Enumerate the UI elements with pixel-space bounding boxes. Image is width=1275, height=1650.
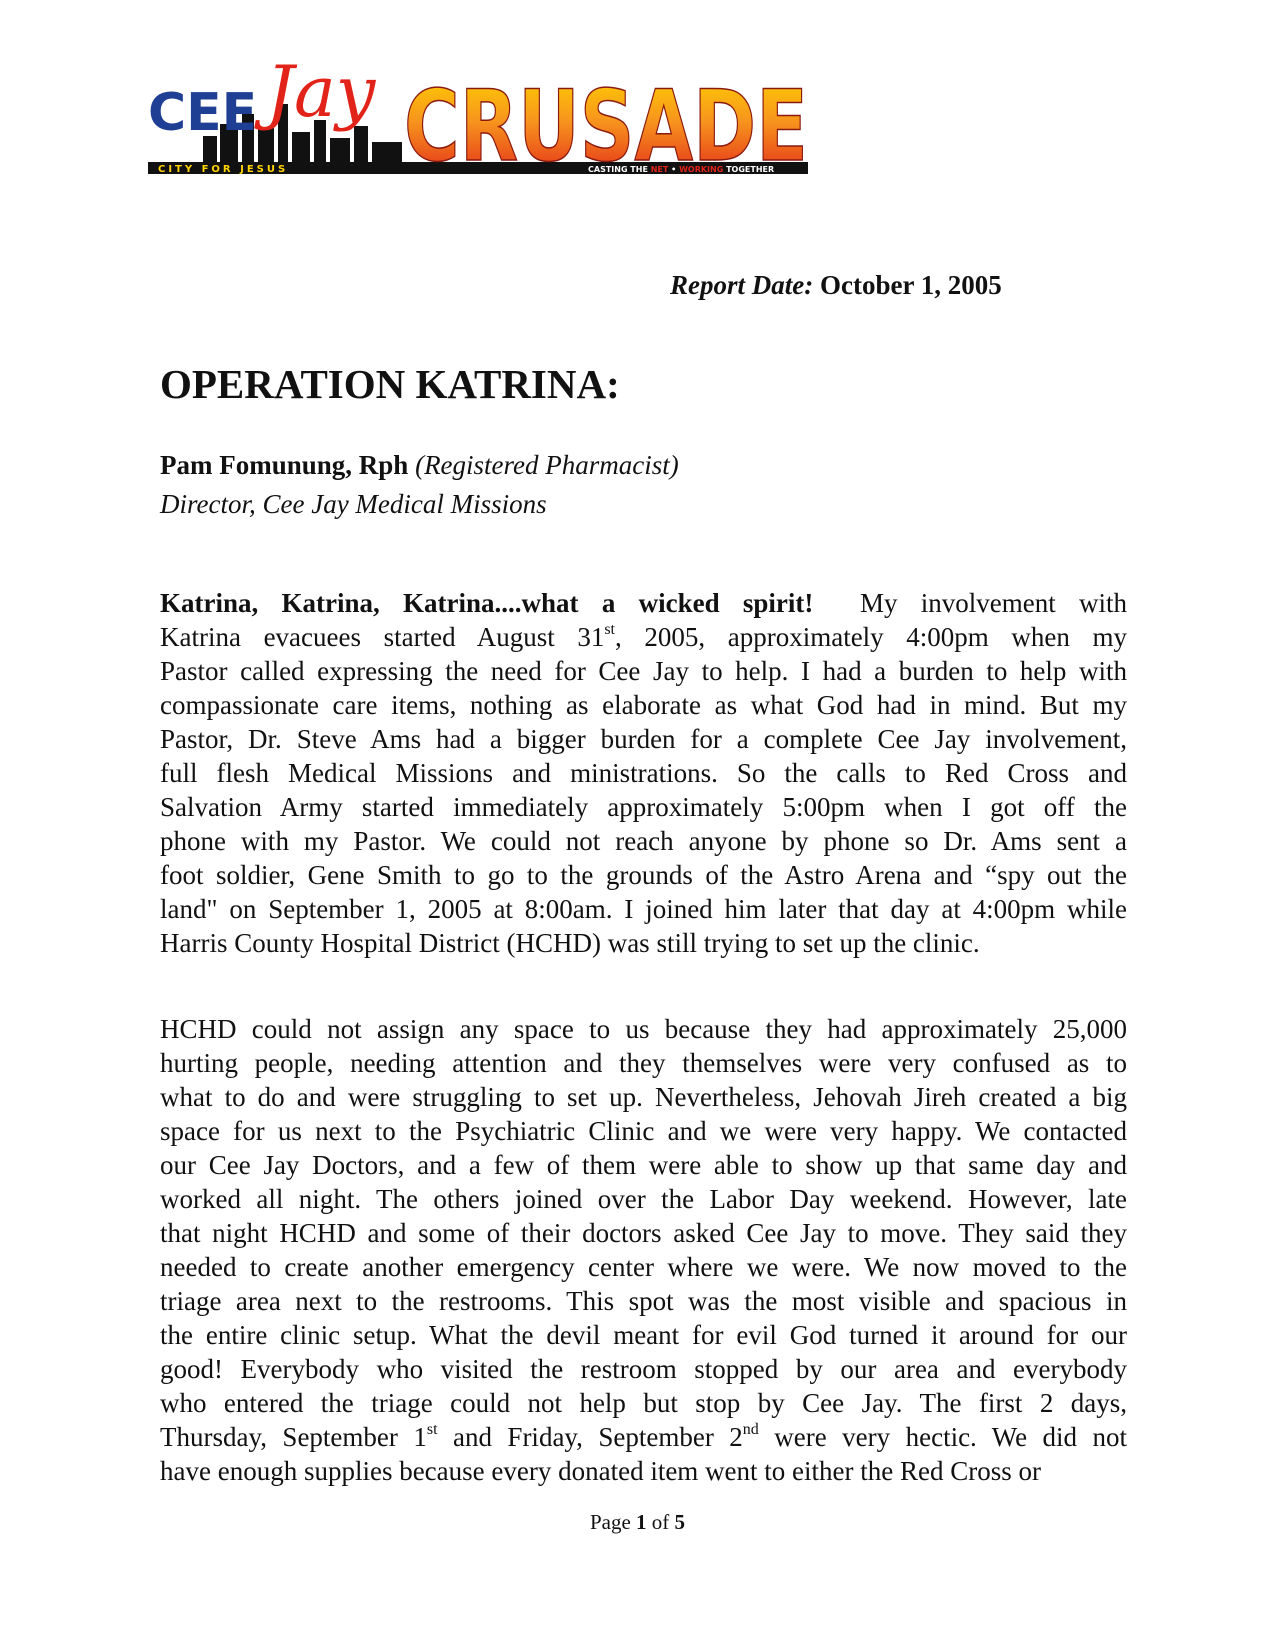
document-title: OPERATION KATRINA:: [160, 361, 620, 407]
text-line: Katrina evacuees started August 31st, 2005, approximately 4:00pm when my: [160, 621, 1127, 652]
text-line: have enough supplies because every donated item went to either the Red Cross or: [160, 1456, 1041, 1486]
report-date: [670, 270, 1030, 301]
text-line: the entire clinic setup. What the devil meant for evil God turned it around for our: [160, 1320, 1127, 1350]
author-role: Director, Cee Jay Medical Missions: [160, 489, 547, 519]
logo-jay-text: Jay: [266, 51, 376, 133]
page-number-footer: Page 1 of 5: [589, 1510, 686, 1534]
author-name: Pam Fomunung, Rph: [160, 450, 409, 480]
text-line: Thursday, September 1st and Friday, September 2nd were very hectic. We did not: [160, 1421, 1127, 1452]
logo-graphic: [148, 44, 848, 194]
author-line: [160, 446, 679, 485]
logo-tagline-right: CASTING THE NET • WORKING TOGETHER: [588, 165, 775, 174]
text-line: Salvation Army started immediately approximately 5:00pm when I got off the: [160, 792, 1127, 822]
text-line: HCHD could not assign any space to us because they had approximately 25,000: [160, 1014, 1127, 1044]
text-line: full flesh Medical Missions and ministrations. So the calls to Red Cross and: [160, 758, 1127, 788]
text-line: good! Everybody who visited the restroom stopped by our area and everybody: [160, 1354, 1127, 1384]
cee-jay-crusade-logo: [148, 44, 848, 194]
text-line: phone with my Pastor. We could not reach anyone by phone so Dr. Ams sent a: [160, 826, 1127, 856]
text-line: Pastor, Dr. Steve Ams had a bigger burden for a complete Cee Jay involvement,: [160, 724, 1127, 754]
text-line: that night HCHD and some of their doctors asked Cee Jay to move. They said they: [160, 1218, 1127, 1248]
report-date-value: October 1, 2005: [819, 270, 1002, 300]
text-line: land" on September 1, 2005 at 8:00am. I joined him later that day at 4:00pm while: [160, 894, 1127, 924]
author-credential: (Registered Pharmacist): [415, 450, 679, 480]
logo-crusade-text: CRUSADE: [404, 70, 808, 184]
paragraph-2: [160, 1012, 1127, 1488]
text-line: triage area next to the restrooms. This spot was the most visible and spacious in: [160, 1286, 1127, 1316]
text-line: hurting people, needing attention and they themselves were very confused as to: [160, 1048, 1127, 1078]
text-line: needed to create another emergency center where we were. We now moved to the: [160, 1252, 1127, 1282]
text-line: foot soldier, Gene Smith to go to the grounds of the Astro Arena and “spy out the: [160, 860, 1127, 890]
text-line: who entered the triage could not help but stop by Cee Jay. The first 2 days,: [160, 1388, 1127, 1418]
lead-sentence: Katrina, Katrina, Katrina....what a wicked spirit!: [160, 588, 814, 618]
report-date-label: Report Date:: [670, 270, 814, 300]
logo-cee-text: CEE: [148, 83, 258, 143]
text-line: our Cee Jay Doctors, and a few of them were able to show up that same day and: [160, 1150, 1127, 1180]
text-line: worked all night. The others joined over the Labor Day weekend. However, late: [160, 1184, 1127, 1214]
text-line: compassionate care items, nothing as elaborate as what God had in mind. But my: [160, 690, 1127, 720]
author-block: [160, 446, 679, 524]
text-line: Harris County Hospital District (HCHD) was still trying to set up the clinic.: [160, 928, 980, 958]
total-page-count: 5: [674, 1510, 686, 1534]
text-line: Pastor called expressing the need for Cee Jay to help. I had a burden to help with: [160, 656, 1127, 686]
text-line: what to do and were struggling to set up. Nevertheless, Jehovah Jireh created a big: [160, 1082, 1127, 1112]
text-line: Katrina, Katrina, Katrina....what a wicked spirit! My involvement with: [160, 588, 1127, 618]
text-line: space for us next to the Psychiatric Clinic and we were very happy. We contacted: [160, 1116, 1127, 1146]
paragraph-1: [160, 586, 1127, 960]
current-page-number: 1: [636, 1510, 647, 1534]
logo-tagline-left: CITY FOR JESUS: [158, 164, 289, 175]
